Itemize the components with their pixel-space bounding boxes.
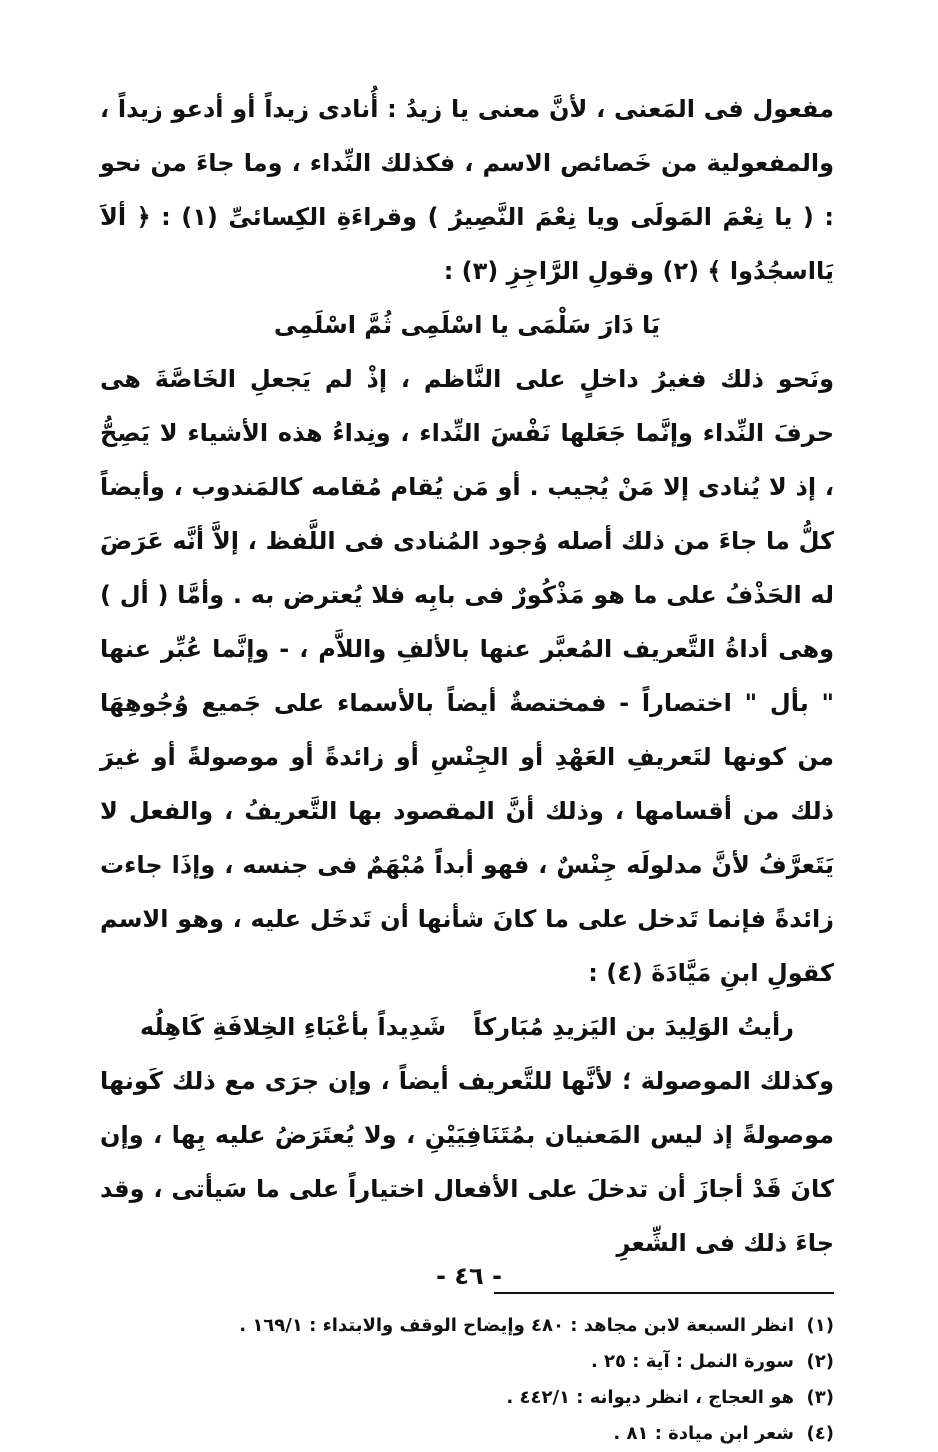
verse-first-hemistich: رأيتُ الوَلِيدَ بن اليَزيدِ مُبَاركاً	[473, 1013, 794, 1041]
paragraph-3: وكذلك الموصولة ؛ لأنَّها للتَّعريف أيضاً ، وإن جرَى مع ذلك كَونها موصولةً إذ ليس المَعنيان بمُتَنَافِيَيْنِ ، ولا يُعتَرَضُ عليه بِها ، وإن كانَ قَدْ أجازَ أن تدخلَ على الأفعال اختياراً على ما سَيأتى ، وقد جاءَ ذلك فى الشِّعرِ	[100, 1067, 834, 1257]
footnote-1	[100, 1308, 834, 1344]
verse-line-2	[100, 1000, 834, 1054]
footnotes	[100, 1308, 834, 1452]
footnote-text: انظر السبعة لابن مجاهد : ٤٨٠ وإيضاح الوقف والابتداء : ١٦٩/١ .	[239, 1315, 794, 1336]
footnote-text: هو العجاج ، انظر ديوانه : ٤٤٢/١ .	[506, 1387, 794, 1408]
footnote-text: سورة النمل : آية : ٢٥ .	[590, 1351, 794, 1372]
verse-second-hemistich: شَدِيداً بأعْبَاءِ الخِلافَةِ كَاهِلُه	[140, 1013, 447, 1041]
footnote-number: (١)	[806, 1315, 834, 1336]
footnote-number: (٢)	[806, 1351, 834, 1372]
verse-line-1: يَا دَارَ سَلْمَى يا اسْلَمِى ثُمَّ اسْلَمِى	[273, 311, 661, 339]
footnote-divider	[494, 1292, 834, 1294]
footnote-3	[100, 1380, 834, 1416]
paragraph-2: ونَحو ذلك فغيرُ داخلٍ على النَّاظم ، إذْ لم يَجعلِ الخَاصَّةَ هى حرفَ النِّداء وإنَّما جَعَلها نَفْسَ النِّداء ، ونِداءُ هذه الأشياء لا يَصِحُّ ، إذ لا يُنادى إلا مَنْ يُجيب . أو مَن يُقام مُقامه كالمَندوب ، وأيضاً كلُّ ما جاءَ من ذلك أصله وُجود المُنادى فى اللَّفظ ، إلاَّ أنَّه عَرَضَ له الحَذْفُ على ما هو مَذْكُورٌ فى بابِه فلا يُعترض به . وأمَّا ( أل ) وهى أداةُ التَّعريف المُعبَّر عنها بالألفِ واللاَّم ، - وإنَّما عُبِّر عنها " بأل " اختصاراً - فمختصةٌ أيضاً بالأسماء على جَميع وُجُوهِهَا من كونها لتَعريفِ العَهْدِ أو الجِنْسِ أو زائدةً أو موصولةً أو غيرَ ذلك من أقسامها ، وذلك أنَّ المقصود بها التَّعريفُ ، والفعل لا يَتَعرَّفُ لأنَّ مدلولَه جِنْسٌ ، فهو أبداً مُبْهَمٌ فى جنسه ، وإذَا جاءت زائدةً فإنما تَدخل على ما كانَ شأنها أن تَدخَل عليه ، وهو الاسم كقولِ ابنِ مَيَّادَةَ (٤) :	[100, 365, 834, 987]
footnote-number: (٤)	[806, 1423, 834, 1444]
footnote-text: شعر ابن ميادة : ٨١ .	[613, 1423, 794, 1444]
page-number: - ٤٦ -	[436, 1262, 502, 1290]
paragraph-1: مفعول فى المَعنى ، لأنَّ معنى يا زيدُ : أُنادى زيداً أو أدعو زيداً ، والمفعولية من خَصائص الاسم ، فكذلك النِّداء ، وما جاءَ من نحو : ( يا نِعْمَ المَولَى ويا نِعْمَ النَّصِيرُ ) وقراءَةِ الكِسائىِّ (١) : ﴿ ألاَ يَااسجُدُوا ﴾ (٢) وقولِ الرَّاجِزِ (٣) :	[100, 95, 834, 285]
footnote-4	[100, 1416, 834, 1452]
footnote-2	[100, 1344, 834, 1380]
footnote-number: (٣)	[806, 1387, 834, 1408]
